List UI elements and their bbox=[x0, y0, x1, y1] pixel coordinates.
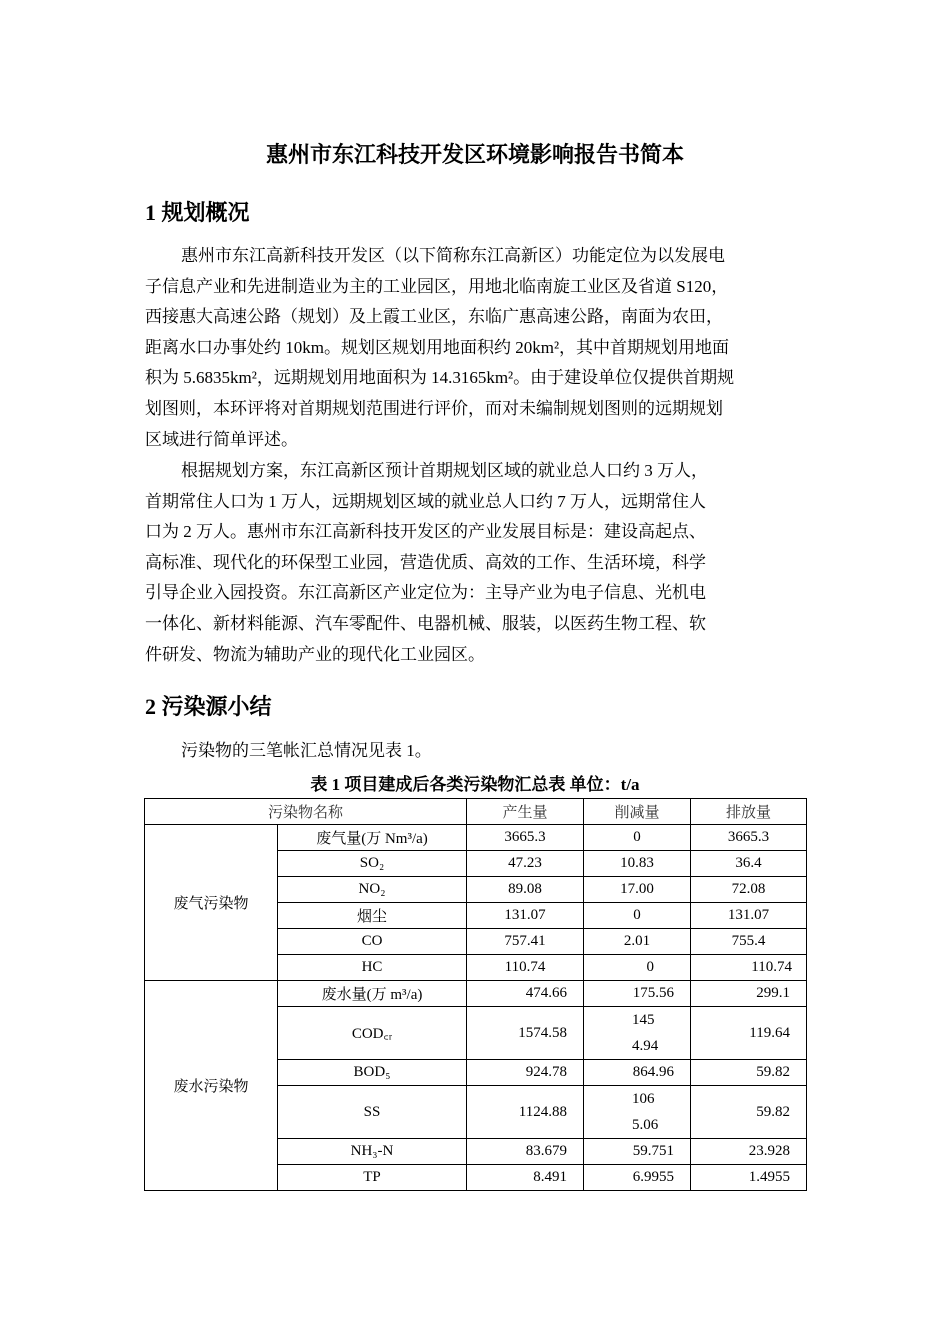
paragraph-line: 子信息产业和先进制造业为主的工业园区，用地北临南旋工业区及省道 S120， bbox=[145, 276, 729, 296]
pollutant-name: TP bbox=[278, 1165, 467, 1191]
paragraph-line: 西接惠大高速公路（规划）及上霞工业区，东临广惠高速公路，南面为农田， bbox=[145, 307, 723, 327]
header-emitted: 排放量 bbox=[691, 799, 807, 825]
emitted-value: 36.4 bbox=[691, 851, 807, 877]
emitted-value: 299.1 bbox=[691, 981, 807, 1007]
paragraph-line: 划图则，本环评将对首期规划范围进行评价，而对未编制规划图则的远期规划 bbox=[145, 398, 723, 418]
paragraph-line: 根据规划方案，东江高新区预计首期规划区域的就业总人口约 3 万人， bbox=[181, 461, 708, 480]
reduced-value: 0 bbox=[584, 955, 691, 981]
reduced-value: 6.9955 bbox=[584, 1165, 691, 1191]
paragraph-line: 一体化、新材料能源、汽车零配件、电器机械、服装，以医药生物工程、软 bbox=[145, 613, 706, 633]
generated-value: 110.74 bbox=[467, 955, 584, 981]
generated-value: 3665.3 bbox=[467, 825, 584, 851]
group-label-air: 废气污染物 bbox=[145, 825, 278, 981]
pollutant-name: 废气量(万 Nm³/a) bbox=[278, 825, 467, 851]
pollutant-name: COD꜀ᵣ bbox=[278, 1007, 467, 1060]
reduced-value: 10.83 bbox=[584, 851, 691, 877]
paragraph-line: 区域进行简单评述。 bbox=[145, 429, 298, 449]
reduced-value: 59.751 bbox=[584, 1139, 691, 1165]
pollutant-name: BOD₅ bbox=[278, 1060, 467, 1086]
emitted-value: 72.08 bbox=[691, 877, 807, 903]
generated-value: 131.07 bbox=[467, 903, 584, 929]
pollutant-name: CO bbox=[278, 929, 467, 955]
pollutant-name: SS bbox=[278, 1086, 467, 1139]
pollutant-name: HC bbox=[278, 955, 467, 981]
document-title: 惠州市东江科技开发区环境影响报告书简本 bbox=[265, 142, 684, 167]
generated-value: 757.41 bbox=[467, 929, 584, 955]
emitted-value: 110.74 bbox=[691, 955, 807, 981]
pollutant-name: SO₂ bbox=[278, 851, 467, 877]
paragraph-line: 引导企业入园投资。东江高新区产业定位为：主导产业为电子信息、光机电 bbox=[145, 583, 706, 603]
emitted-value: 3665.3 bbox=[691, 825, 807, 851]
section-1-heading: 1 规划概况 bbox=[145, 200, 250, 225]
reduced-value: 864.96 bbox=[584, 1060, 691, 1086]
table-row bbox=[145, 981, 807, 1007]
emitted-value: 131.07 bbox=[691, 903, 807, 929]
pollutant-summary-table bbox=[144, 798, 807, 1191]
section-1-paragraph-2 bbox=[145, 456, 708, 670]
paragraph-line: 积为 5.6835km²，远期规划用地面积为 14.3165km²。由于建设单位仅提供首期规 bbox=[145, 368, 735, 388]
reduced-value: 17.00 bbox=[584, 877, 691, 903]
section-2-heading: 2 污染源小结 bbox=[145, 694, 272, 719]
emitted-value: 59.82 bbox=[691, 1086, 807, 1139]
generated-value: 8.491 bbox=[467, 1165, 584, 1191]
reduced-value: 0 bbox=[584, 825, 691, 851]
table-header-row bbox=[145, 799, 807, 825]
paragraph-line: 惠州市东江高新科技开发区（以下简称东江高新区）功能定位为以发展电 bbox=[181, 246, 725, 265]
header-reduced: 削减量 bbox=[584, 799, 691, 825]
reduced-value: 175.56 bbox=[584, 981, 691, 1007]
reduced-value: 2.01 bbox=[584, 929, 691, 955]
emitted-value: 1.4955 bbox=[691, 1165, 807, 1191]
generated-value: 47.23 bbox=[467, 851, 584, 877]
paragraph-line: 口为 2 万人。惠州市东江高新科技开发区的产业发展目标是：建设高起点、 bbox=[145, 522, 706, 542]
pollutant-name: NO₂ bbox=[278, 877, 467, 903]
emitted-value: 23.928 bbox=[691, 1139, 807, 1165]
generated-value: 474.66 bbox=[467, 981, 584, 1007]
pollutant-name: NH₃-N bbox=[278, 1139, 467, 1165]
generated-value: 1574.58 bbox=[467, 1007, 584, 1060]
generated-value: 83.679 bbox=[467, 1139, 584, 1165]
table-row bbox=[145, 825, 807, 851]
paragraph-line: 高标准、现代化的环保型工业园，营造优质、高效的工作、生活环境，科学 bbox=[145, 552, 706, 572]
paragraph-line: 件研发、物流为辅助产业的现代化工业园区。 bbox=[145, 644, 485, 664]
paragraph-line: 距离水口办事处约 10km。规划区规划用地面积约 20km²，其中首期规划用地面 bbox=[145, 337, 730, 357]
generated-value: 1124.88 bbox=[467, 1086, 584, 1139]
section-1-paragraph-1 bbox=[145, 241, 734, 455]
paragraph-line: 污染物的三笔帐汇总情况见表 1。 bbox=[181, 741, 432, 760]
pollutant-name: 废水量(万 m³/a) bbox=[278, 981, 467, 1007]
emitted-value: 755.4 bbox=[691, 929, 807, 955]
header-generated: 产生量 bbox=[467, 799, 584, 825]
reduced-value: 0 bbox=[584, 903, 691, 929]
emitted-value: 119.64 bbox=[691, 1007, 807, 1060]
generated-value: 924.78 bbox=[467, 1060, 584, 1086]
emitted-value: 59.82 bbox=[691, 1060, 807, 1086]
reduced-value: 1065.06 bbox=[584, 1086, 691, 1139]
generated-value: 89.08 bbox=[467, 877, 584, 903]
reduced-value: 1454.94 bbox=[584, 1007, 691, 1060]
paragraph-line: 首期常住人口为 1 万人，远期规划区域的就业总人口约 7 万人，远期常住人 bbox=[145, 491, 706, 511]
pollutant-name: 烟尘 bbox=[278, 903, 467, 929]
group-label-water: 废水污染物 bbox=[145, 981, 278, 1191]
header-pollutant-name: 污染物名称 bbox=[145, 799, 467, 825]
section-2-paragraph bbox=[145, 736, 432, 767]
table-caption: 表 1 项目建成后各类污染物汇总表 单位：t/a bbox=[310, 775, 640, 794]
